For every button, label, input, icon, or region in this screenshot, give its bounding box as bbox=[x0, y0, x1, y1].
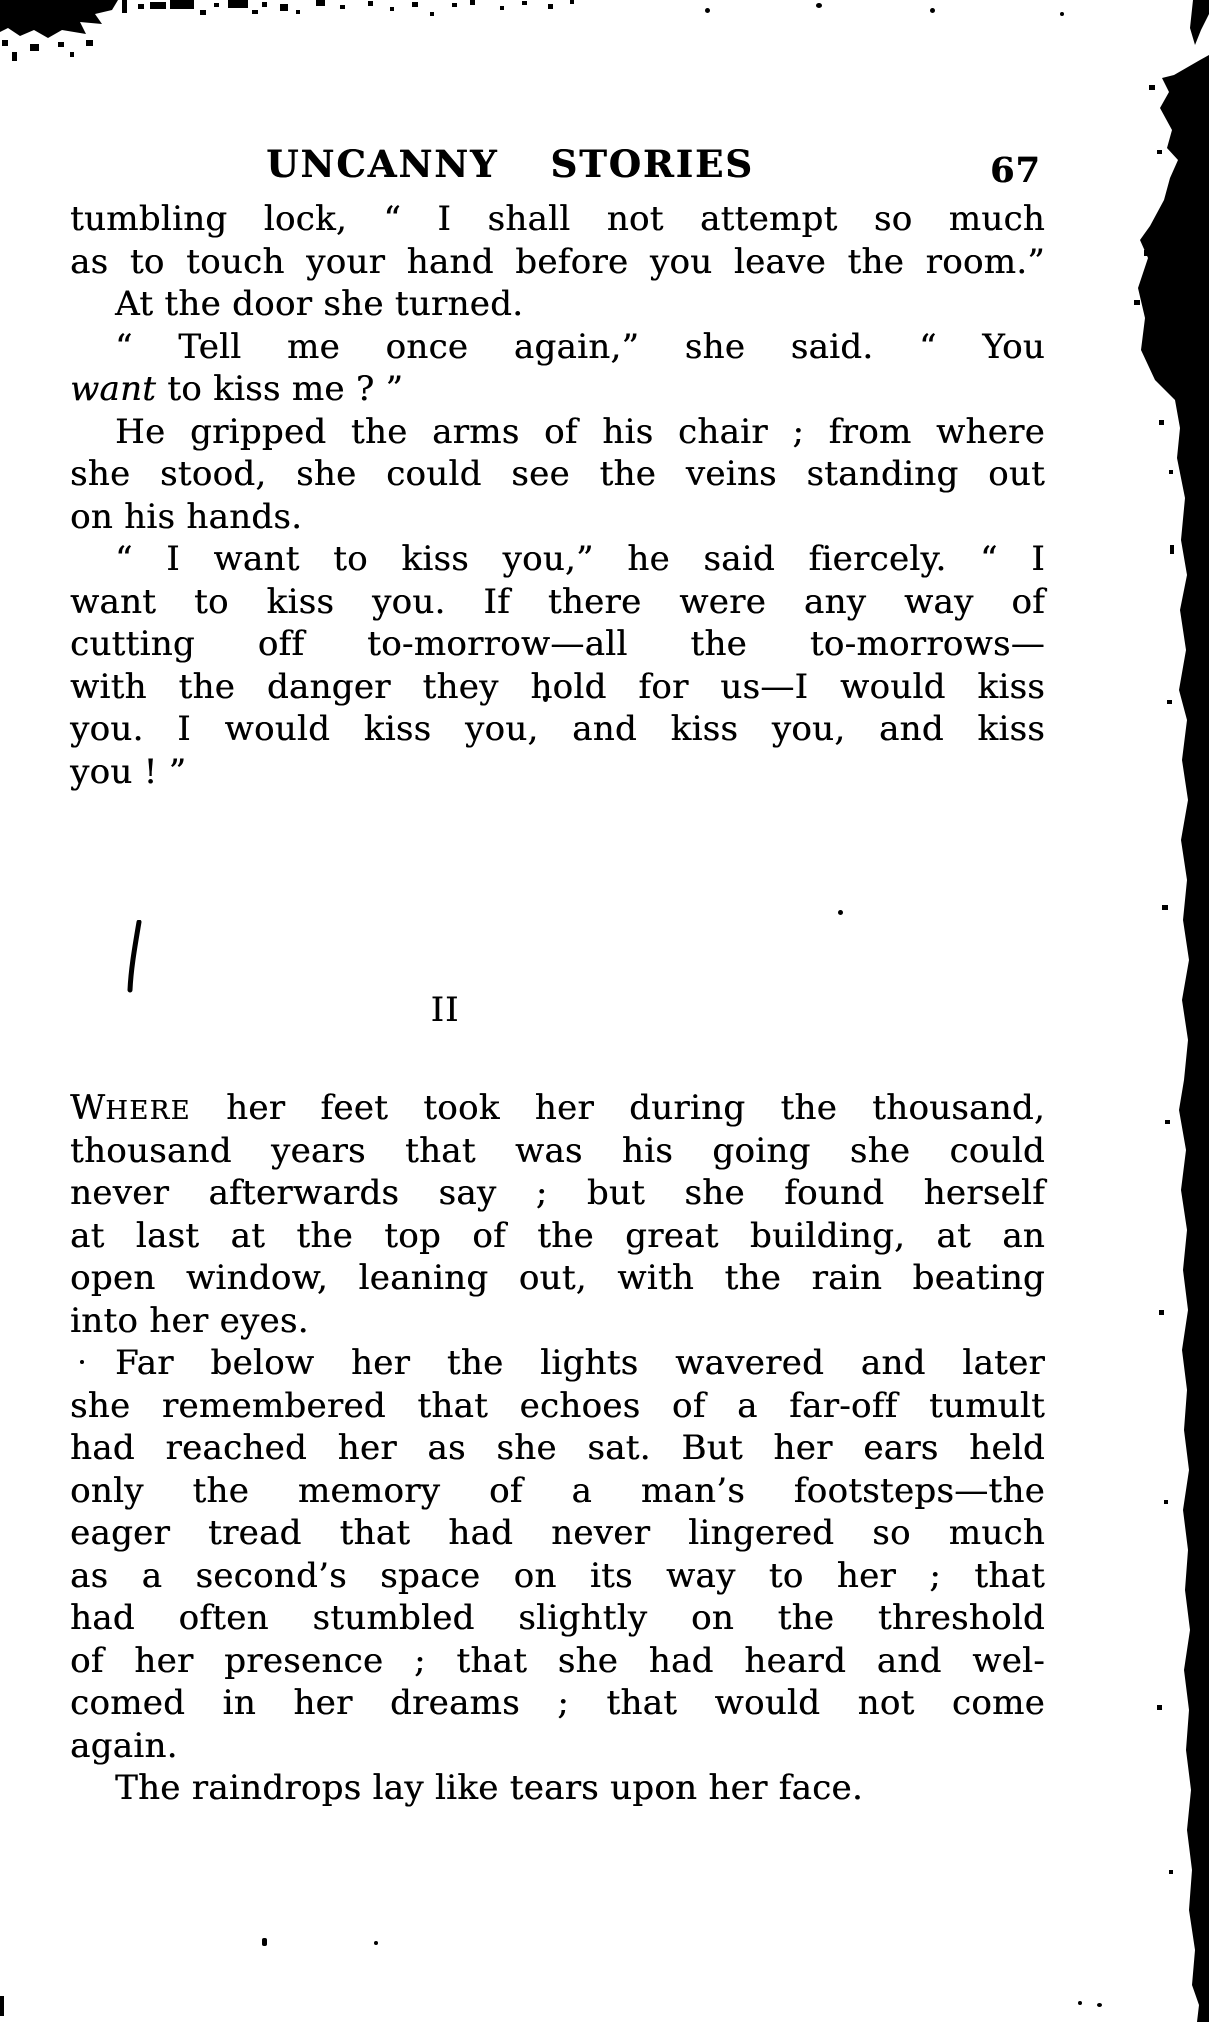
ink-speck bbox=[1078, 2001, 1082, 2005]
text-line: into her eyes. bbox=[70, 1300, 309, 1341]
text-line: cutting off to-morrow—all the to-morrows— bbox=[70, 624, 1045, 664]
left-edge-tick-artifact bbox=[0, 1996, 4, 2016]
text-line: at last at the top of the great building, at an bbox=[70, 1215, 1045, 1256]
small-caps-segment: HERE bbox=[105, 1096, 191, 1126]
section-heading: II bbox=[430, 990, 460, 1030]
text-line bbox=[70, 1087, 1045, 1130]
running-head-word-2: STORIES bbox=[550, 142, 754, 186]
ink-speck bbox=[262, 1938, 267, 1946]
text-line: eager tread that had never lingered so much bbox=[70, 1513, 1045, 1553]
ink-speck bbox=[816, 3, 822, 8]
ink-speck bbox=[1097, 2003, 1102, 2007]
text-line: you ! ” bbox=[70, 751, 187, 792]
text-line: only the memory of a man’s footsteps—the bbox=[70, 1470, 1045, 1511]
text-line: had often stumbled slightly on the threshold bbox=[70, 1598, 1045, 1638]
text-line: open window, leaning out, with the rain beating bbox=[70, 1258, 1045, 1298]
text-segment: to kiss me ? ” bbox=[156, 369, 404, 409]
text-line: again. bbox=[70, 1725, 178, 1766]
text-line: you. I would kiss you, and kiss you, and kiss bbox=[70, 709, 1045, 749]
text-line: of her presence ; that she had heard and wel- bbox=[70, 1640, 1045, 1681]
text-line: thousand years that was his going she could bbox=[70, 1130, 1045, 1171]
text-line: “ I want to kiss you,” he said fiercely. “ I bbox=[115, 539, 1045, 579]
section-break-space bbox=[70, 793, 1045, 989]
right-edge-scan-band-artifact bbox=[1129, 0, 1209, 2022]
drop-cap: W bbox=[70, 1088, 106, 1128]
text-line: He gripped the arms of his chair ; from where bbox=[115, 411, 1045, 452]
section-break-space bbox=[70, 1033, 1045, 1087]
text-line: The raindrops lay like tears upon her face. bbox=[115, 1768, 863, 1808]
running-head-title bbox=[70, 142, 950, 186]
text-line: as to touch your hand before you leave the room.” bbox=[70, 241, 1045, 282]
text-line bbox=[70, 368, 1045, 411]
text-line: tumbling lock, “ I shall not attempt so much bbox=[70, 199, 1045, 239]
top-left-ink-blob-artifact bbox=[0, 0, 600, 70]
text-line: “ Tell me once again,” she said. “ You bbox=[115, 326, 1045, 367]
italic-word: want bbox=[70, 369, 157, 409]
text-line: comed in her dreams ; that would not come bbox=[70, 1683, 1045, 1723]
text-line: she stood, she could see the veins standing out bbox=[70, 454, 1045, 494]
text-segment: her feet took her during the thousand, bbox=[190, 1088, 1045, 1128]
text-line: want to kiss you. If there were any way of bbox=[70, 581, 1045, 622]
ink-speck bbox=[1060, 12, 1064, 16]
ink-speck bbox=[374, 1941, 378, 1945]
text-line: Far below her the lights wavered and later bbox=[115, 1343, 1045, 1383]
page-number: 67 bbox=[990, 150, 1041, 191]
text-line: with the danger they hold for us—I would kiss bbox=[70, 666, 1045, 707]
ink-speck bbox=[930, 8, 935, 13]
text-line: on his hands. bbox=[70, 496, 303, 537]
ink-speck bbox=[705, 8, 710, 13]
text-line: At the door she turned. bbox=[115, 284, 524, 324]
text-line: as a second’s space on its way to her ; that bbox=[70, 1555, 1045, 1596]
text-line: never afterwards say ; but she found herself bbox=[70, 1173, 1045, 1213]
running-head-word-1: UNCANNY bbox=[266, 142, 499, 186]
body-text bbox=[70, 198, 1045, 1810]
text-line: had reached her as she sat. But her ears held bbox=[70, 1428, 1045, 1468]
text-line: she remembered that echoes of a far-off tumult bbox=[70, 1385, 1045, 1426]
